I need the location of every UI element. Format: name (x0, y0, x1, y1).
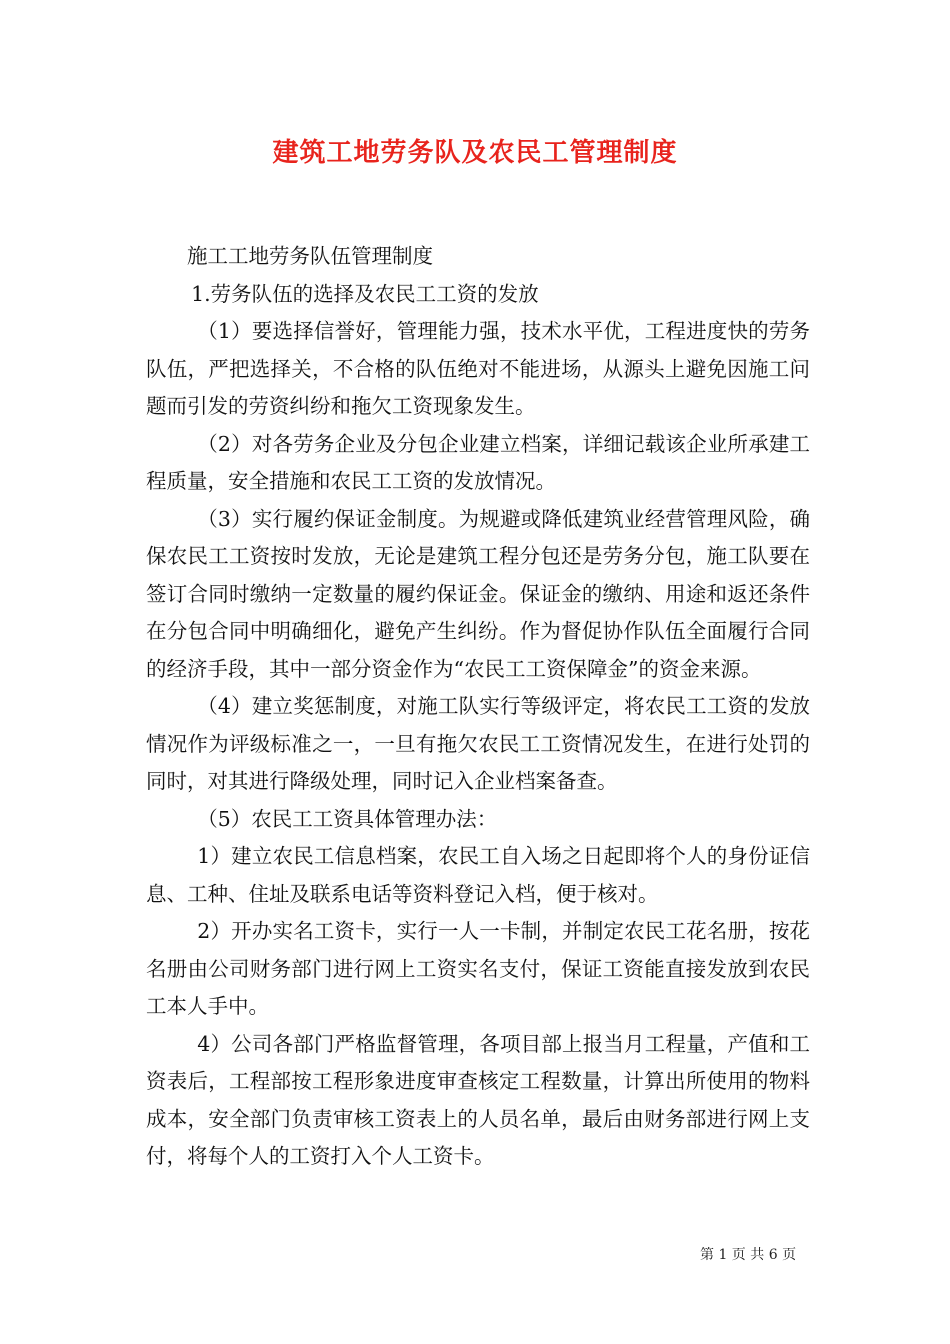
paragraph-item-1: （1）要选择信誉好，管理能力强，技术水平优，工程进度快的劳务队伍，严把选择关，不合格的队伍绝对不能进场，从源头上避免因施工问题而引发的劳资纠纷和拖欠工资现象发生。 (146, 319, 810, 418)
paragraph-item-3: （3）实行履约保证金制度。为规避或降低建筑业经营管理风险，确保农民工工资按时发放，无论是建筑工程分包还是劳务分包，施工队要在签订合同时缴纳一定数量的履约保证金。保证金的缴纳、用途和返还条件在分包合同中明确细化，避免产生纠纷。作为督促协作队伍全面履行合同的经济手段，其中一部分资金作为“农民工工资保障金”的资金来源。 (146, 506, 810, 681)
paragraph-item-5: （5）农民工工资具体管理办法： (197, 806, 498, 831)
sub-item-1: 1）建立农民工信息档案，农民工自入场之日起即将个人的身份证信息、工种、住址及联系电话等资料登记入档，便于核对。 (146, 844, 810, 906)
sub-item-2: 2）开办实名工资卡，实行一人一卡制，并制定农民工花名册，按花名册由公司财务部门进行网上工资实名支付，保证工资能直接发放到农民工本人手中。 (146, 919, 810, 1018)
document-body (146, 238, 810, 1176)
paragraph-item-4: （4）建立奖惩制度，对施工队实行等级评定，将农民工工资的发放情况作为评级标准之一，一旦有拖欠农民工工资情况发生，在进行处罚的同时，对其进行降级处理，同时记入企业档案备查。 (146, 694, 810, 793)
subsection-heading: 1.劳务队伍的选择及农民工工资的发放 (191, 281, 539, 306)
sub-item-4: 4）公司各部门严格监督管理，各项目部上报当月工程量，产值和工资表后，工程部按工程形象进度审查核定工程数量，计算出所使用的物料成本，安全部门负责审核工资表上的人员名单，最后由财务部进行网上支付，将每个人的工资打入个人工资卡。 (146, 1031, 810, 1168)
section-heading: 施工工地劳务队伍管理制度 (187, 244, 433, 268)
document-title: 建筑工地劳务队及农民工管理制度 (272, 138, 678, 168)
paragraph-item-2: （2）对各劳务企业及分包企业建立档案，详细记载该企业所承建工程质量，安全措施和农民工工资的发放情况。 (146, 431, 810, 493)
page-number: 第 1 页 共 6 页 (700, 1247, 797, 1263)
